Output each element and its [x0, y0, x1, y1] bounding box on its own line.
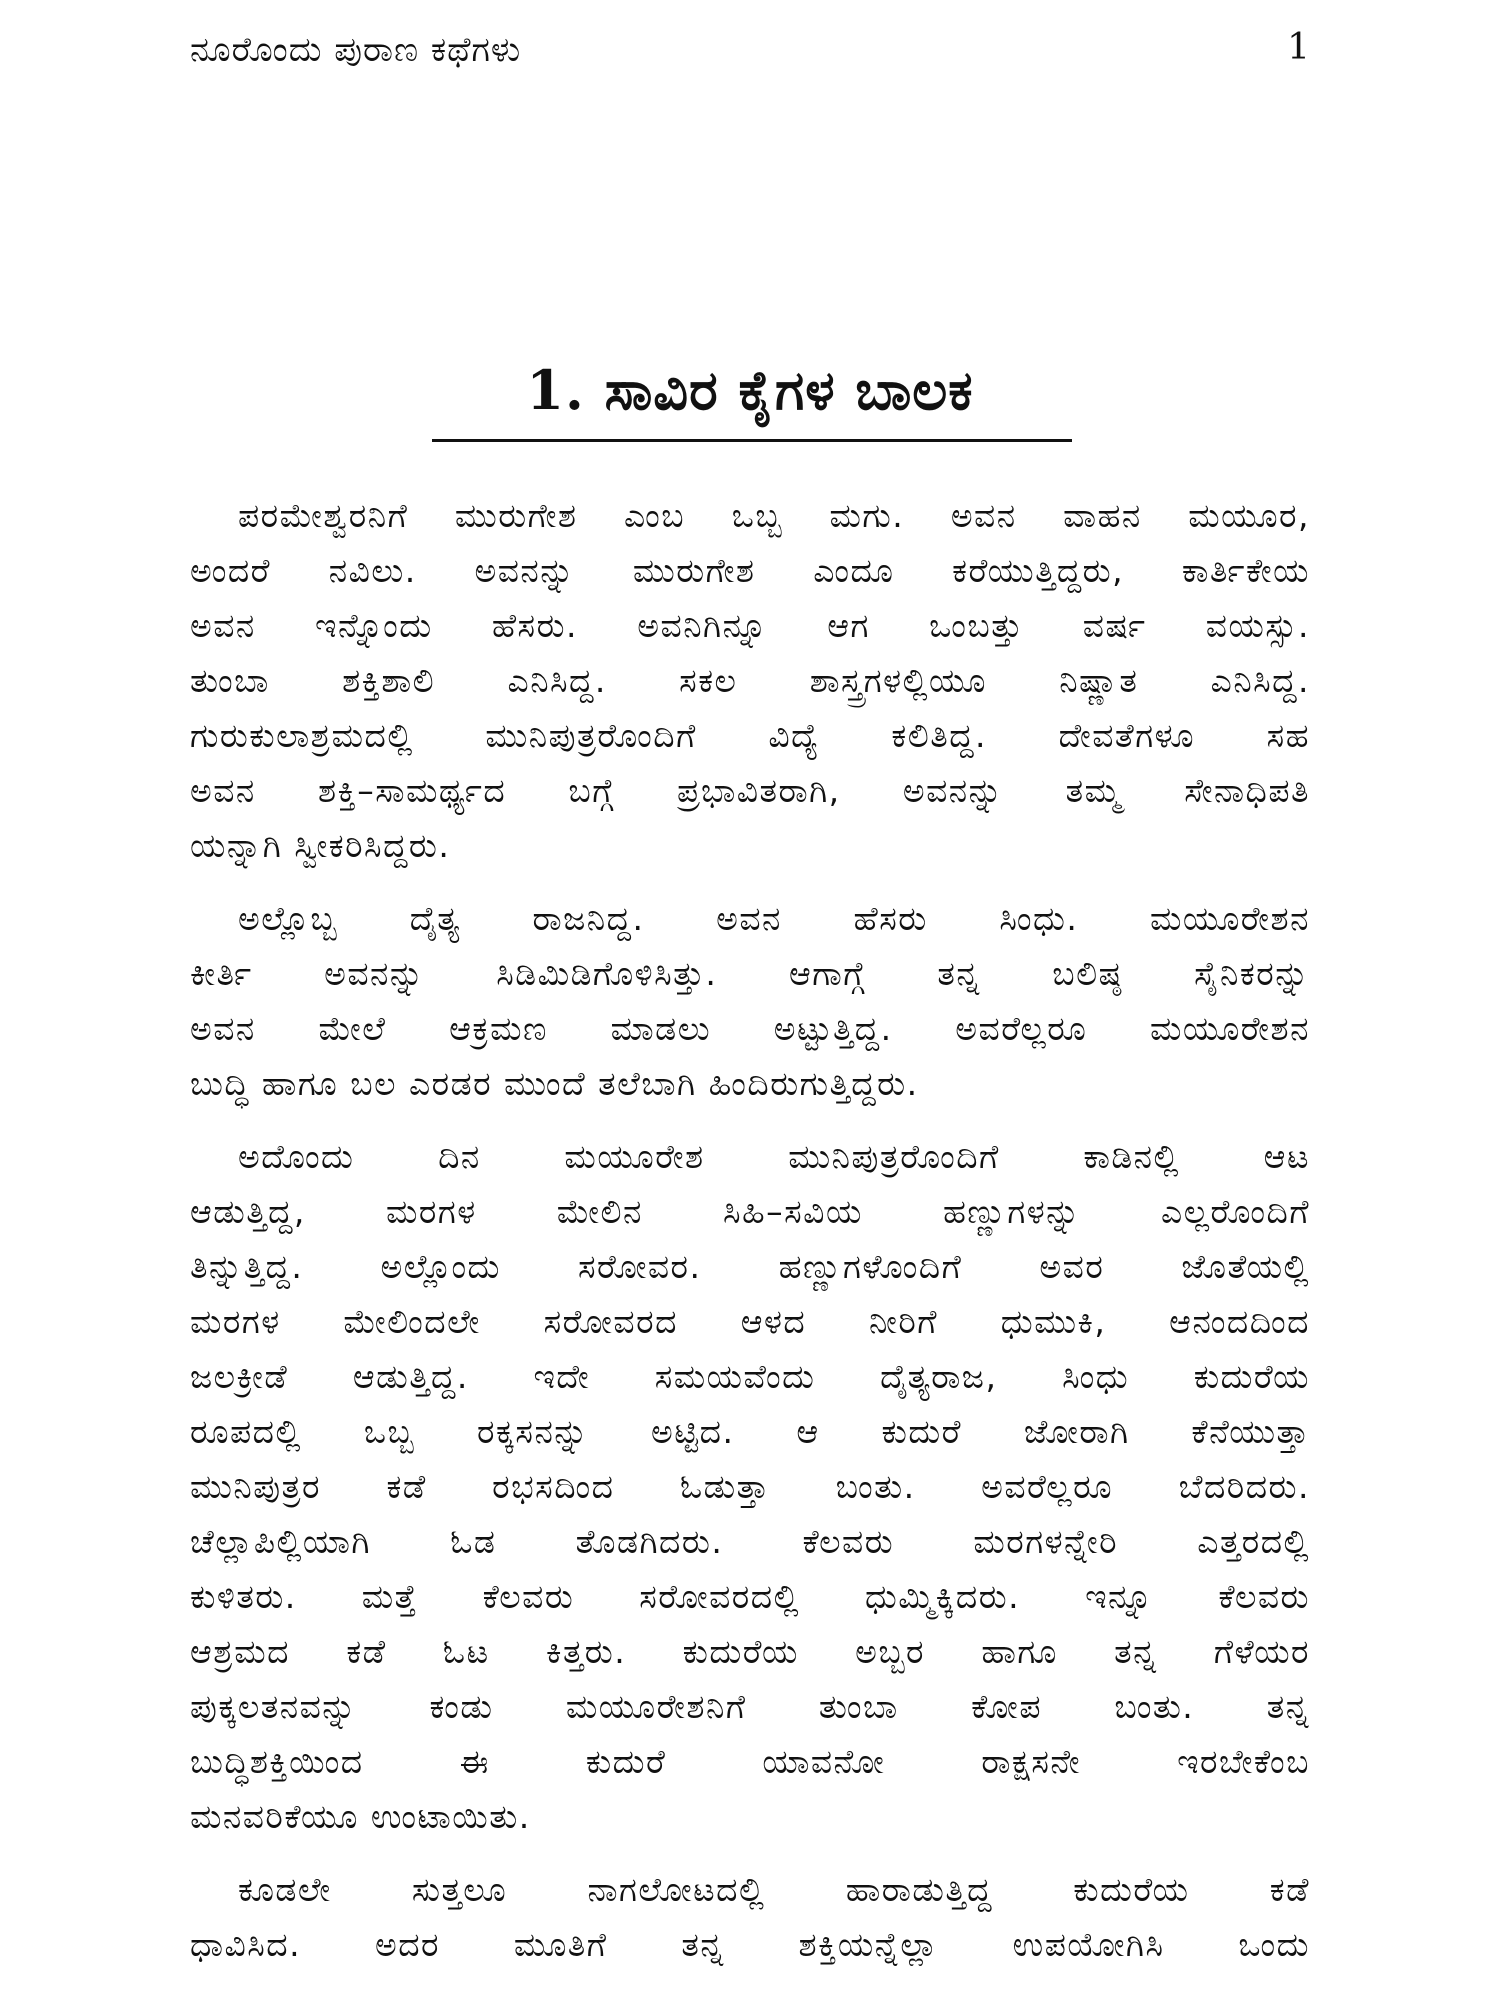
text-line: ಕೂಡಲೇ ಸುತ್ತಲೂ ನಾಗಲೋಟದಲ್ಲಿ ಹಾರಾಡುತ್ತಿದ್ದ ಕುದುರೆಯ ಕಡೆ [238, 1870, 1310, 1909]
text-line: ತಿನ್ನುತ್ತಿದ್ದ. ಅಲ್ಲೊಂದು ಸರೋವರ. ಹಣ್ಣುಗಳೊಂದಿಗೆ ಅವರ ಜೊತೆಯಲ್ಲಿ [190, 1247, 1310, 1286]
text-line: ಅಲ್ಲೊಬ್ಬ ದೈತ್ಯ ರಾಜನಿದ್ದ. ಅವನ ಹೆಸರು ಸಿಂಧು. ಮಯೂರೇಶನ [238, 899, 1310, 938]
text-line: ಮನವರಿಕೆಯೂ ಉಂಟಾಯಿತು. [190, 1797, 531, 1836]
text-line: ಮುನಿಪುತ್ರರ ಕಡೆ ರಭಸದಿಂದ ಓಡುತ್ತಾ ಬಂತು. ಅವರೆಲ್ಲರೂ ಬೆದರಿದರು. [190, 1467, 1310, 1506]
chapter-heading [430, 352, 1070, 429]
paragraph-3 [190, 1129, 1310, 1844]
text-line: ಅವನ ಇನ್ನೊಂದು ಹೆಸರು. ಅವನಿಗಿನ್ನೂ ಆಗ ಒಂಬತ್ತು ವರ್ಷ ವಯಸ್ಸು. [190, 606, 1310, 645]
title-underline [432, 439, 1072, 442]
text-line: ಗುರುಕುಲಾಶ್ರಮದಲ್ಲಿ ಮುನಿಪುತ್ರರೊಂದಿಗೆ ವಿದ್ಯೆ ಕಲಿತಿದ್ದ. ದೇವತೆಗಳೂ ಸಹ [190, 716, 1310, 755]
text-line: ಅಂದರೆ ನವಿಲು. ಅವನನ್ನು ಮುರುಗೇಶ ಎಂದೂ ಕರೆಯುತ್ತಿದ್ದರು, ಕಾರ್ತಿಕೇಯ [190, 551, 1310, 590]
chapter-number: 1. [526, 358, 585, 422]
text-line: ಮರಗಳ ಮೇಲಿಂದಲೇ ಸರೋವರದ ಆಳದ ನೀರಿಗೆ ಧುಮುಕಿ, ಆನಂದದಿಂದ [190, 1302, 1310, 1341]
text-line: ತುಂಬಾ ಶಕ್ತಿಶಾಲಿ ಎನಿಸಿದ್ದ. ಸಕಲ ಶಾಸ್ತ್ರಗಳಲ್ಲಿಯೂ ನಿಷ್ಣಾತ ಎನಿಸಿದ್ದ. [190, 661, 1310, 700]
text-line: ಆಶ್ರಮದ ಕಡೆ ಓಟ ಕಿತ್ತರು. ಕುದುರೆಯ ಅಬ್ಬರ ಹಾಗೂ ತನ್ನ ಗೆಳೆಯರ [190, 1632, 1310, 1671]
paragraph-2 [190, 891, 1310, 1111]
text-line: ಅವನ ಮೇಲೆ ಆಕ್ರಮಣ ಮಾಡಲು ಅಟ್ಟುತ್ತಿದ್ದ. ಅವರೆಲ್ಲರೂ ಮಯೂರೇಶನ [190, 1009, 1310, 1048]
text-line: ಚೆಲ್ಲಾಪಿಲ್ಲಿಯಾಗಿ ಓಡ ತೊಡಗಿದರು. ಕೆಲವರು ಮರಗಳನ್ನೇರಿ ಎತ್ತರದಲ್ಲಿ [190, 1522, 1310, 1561]
text-line: ಪುಕ್ಕಲತನವನ್ನು ಕಂಡು ಮಯೂರೇಶನಿಗೆ ತುಂಬಾ ಕೋಪ ಬಂತು. ತನ್ನ [190, 1687, 1310, 1726]
text-line: ಬುದ್ಧಿಶಕ್ತಿಯಿಂದ ಈ ಕುದುರೆ ಯಾವನೋ ರಾಕ್ಷಸನೇ ಇರಬೇಕೆಂಬ [190, 1742, 1310, 1781]
text-line: ಧಾವಿಸಿದ. ಅದರ ಮೂತಿಗೆ ತನ್ನ ಶಕ್ತಿಯನ್ನೆಲ್ಲಾ ಉಪಯೋಗಿಸಿ ಒಂದು [190, 1925, 1310, 1964]
chapter-title-text: ಸಾವಿರ ಕೈಗಳ ಬಾಲಕ [604, 359, 974, 422]
text-line: ಅವನ ಶಕ್ತಿ–ಸಾಮರ್ಥ್ಯದ ಬಗ್ಗೆ ಪ್ರಭಾವಿತರಾಗಿ, ಅವನನ್ನು ತಮ್ಮ ಸೇನಾಧಿಪತಿ [190, 771, 1310, 810]
text-line: ಆಡುತ್ತಿದ್ದ, ಮರಗಳ ಮೇಲಿನ ಸಿಹಿ–ಸವಿಯ ಹಣ್ಣುಗಳನ್ನು ಎಲ್ಲರೊಂದಿಗೆ [190, 1192, 1310, 1231]
text-line: ಪರಮೇಶ್ವರನಿಗೆ ಮುರುಗೇಶ ಎಂಬ ಒಬ್ಬ ಮಗು. ಅವನ ವಾಹನ ಮಯೂರ, [238, 496, 1310, 535]
text-line: ಕುಳಿತರು. ಮತ್ತೆ ಕೆಲವರು ಸರೋವರದಲ್ಲಿ ಧುಮ್ಮಿಕ್ಕಿದರು. ಇನ್ನೂ ಕೆಲವರು [190, 1577, 1310, 1616]
text-line: ಯನ್ನಾಗಿ ಸ್ವೀಕರಿಸಿದ್ದರು. [190, 826, 451, 865]
text-line: ಕೀರ್ತಿ ಅವನನ್ನು ಸಿಡಿಮಿಡಿಗೊಳಿಸಿತ್ತು. ಆಗಾಗ್ಗೆ ತನ್ನ ಬಲಿಷ್ಠ ಸೈನಿಕರನ್ನು [190, 954, 1310, 993]
text-line: ಬುದ್ಧಿ ಹಾಗೂ ಬಲ ಎರಡರ ಮುಂದೆ ತಲೆಬಾಗಿ ಹಿಂದಿರುಗುತ್ತಿದ್ದರು. [190, 1064, 919, 1103]
body-text [190, 488, 1310, 1990]
text-line: ಜಲಕ್ರೀಡೆ ಆಡುತ್ತಿದ್ದ. ಇದೇ ಸಮಯವೆಂದು ದೈತ್ಯರಾಜ, ಸಿಂಧು ಕುದುರೆಯ [190, 1357, 1310, 1396]
running-header-title: ನೂರೊಂದು ಪುರಾಣ ಕಥೆಗಳು [190, 30, 522, 70]
text-line: ಅದೊಂದು ದಿನ ಮಯೂರೇಶ ಮುನಿಪುತ್ರರೊಂದಿಗೆ ಕಾಡಿನಲ್ಲಿ ಆಟ [238, 1137, 1310, 1176]
paragraph-4 [190, 1862, 1310, 1972]
paragraph-1 [190, 488, 1310, 873]
text-line: ರೂಪದಲ್ಲಿ ಒಬ್ಬ ರಕ್ಕಸನನ್ನು ಅಟ್ಟಿದ. ಆ ಕುದುರೆ ಜೋರಾಗಿ ಕೆನೆಯುತ್ತಾ [190, 1412, 1310, 1451]
page-number: 1 [1287, 27, 1310, 68]
